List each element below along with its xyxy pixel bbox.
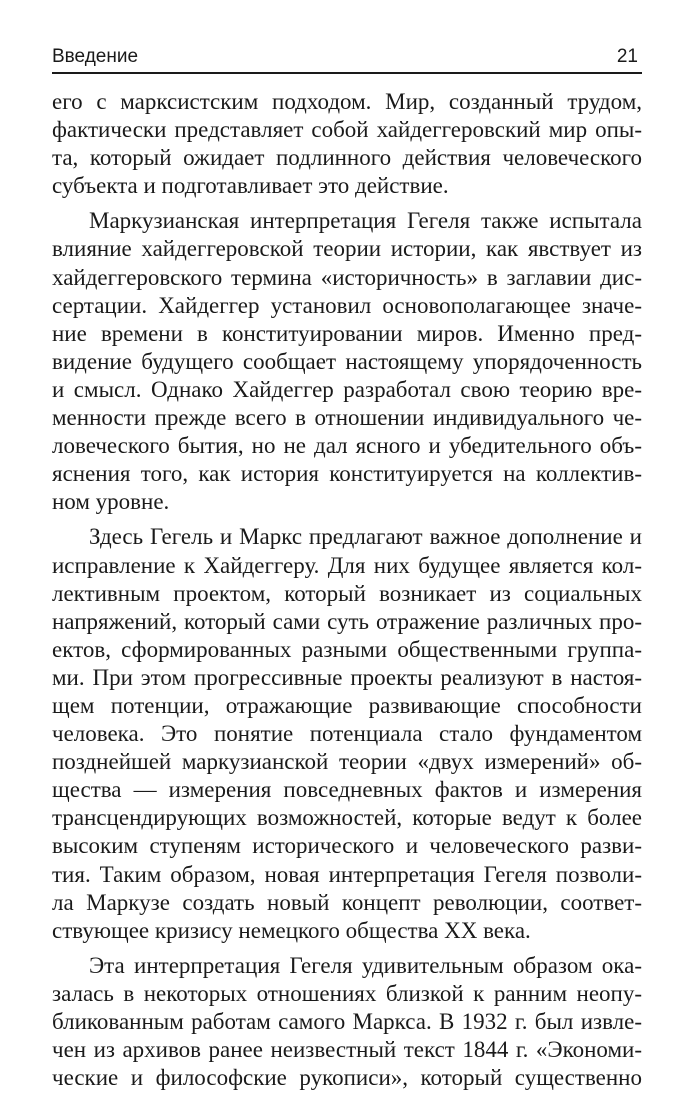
text-line: Эта интерпретация Гегеля удивительным образом ока- [89, 952, 642, 978]
text-line: Маркузианская интерпретация Гегеля также испытала [89, 208, 642, 234]
text-line: видение будущего сообщает настоящему упорядоченность [52, 348, 642, 374]
text-line: ловеческого бытия, но не дал ясного и убедительного объ- [52, 433, 642, 459]
text-line: залась в некоторых отношениях близкой к ранним неопу- [52, 980, 642, 1006]
text-line: щем потенции, отражающие развивающие способности [52, 692, 642, 718]
text-line: ектов, сформированных разными общественными группа- [52, 636, 642, 662]
text-line: напряжений, который сами суть отражение различных про- [52, 608, 642, 634]
text-line: человека. Это понятие потенциала стало фундаментом [52, 721, 642, 747]
text-line: сертации. Хайдеггер установил основополагающее значе- [52, 292, 642, 318]
paragraph [52, 523, 642, 944]
text-line: ми. При этом прогрессивные проекты реализуют в настоя- [52, 664, 642, 690]
text-line: трансцендирующих возможностей, которые ведут к более [52, 805, 642, 831]
paragraph [52, 88, 642, 200]
page-number: 21 [616, 46, 638, 67]
text-line: чен из архивов ранее неизвестный текст 1844 г. «Экономи- [52, 1037, 642, 1063]
text-line: ние времени в конституировании миров. Именно пред- [52, 320, 642, 346]
paragraph [52, 952, 642, 1092]
text-line: хайдеггеровского термина «историчность» в заглавии дис- [52, 264, 642, 290]
text-line: фактически представляет собой хайдеггеровский мир опы- [52, 117, 642, 143]
text-line: менности прежде всего в отношении индивидуального че- [52, 405, 642, 431]
section-title: Введение [52, 46, 139, 67]
text-line: ном уровне. [52, 489, 170, 515]
text-line: и смысл. Однако Хайдеггер разработал свою теорию вре- [52, 376, 642, 402]
text-line: субъекта и подготавливает это действие. [52, 173, 449, 199]
text-line: его с марксистским подходом. Мир, созданный трудом, [52, 89, 642, 114]
text-line: лективным проектом, который возникает из социальных [52, 580, 642, 606]
text-line: щества — измерения повседневных фактов и измерения [52, 777, 642, 803]
text-line: яснения того, как история конституируется на коллектив- [52, 461, 642, 487]
text-line: бликованным работам самого Маркса. В 1932 г. был извле- [52, 1009, 642, 1034]
body-text [52, 88, 642, 1092]
paragraph [52, 207, 642, 516]
text-line: ла Маркузе создать новый концепт революции, соответ- [52, 889, 642, 915]
text-line: влияние хайдеггеровской теории истории, как явствует из [52, 236, 642, 262]
text-line: та, который ожидает подлинного действия человеческого [52, 145, 642, 171]
text-line: высоким ступеням исторического и человеческого разви- [52, 833, 642, 859]
running-header [52, 42, 642, 74]
text-line: Здесь Гегель и Маркс предлагают важное дополнение и [89, 524, 642, 550]
text-line: позднейшей маркузианской теории «двух измерений» об- [52, 749, 642, 775]
text-line: ствующее кризису немецкого общества XX века. [52, 917, 531, 943]
text-line: ческие и философские рукописи», который существенно [52, 1065, 642, 1091]
text-line: тия. Таким образом, новая интерпретация Гегеля позволи- [52, 861, 642, 887]
text-line: исправление к Хайдеггеру. Для них будущее является кол- [52, 552, 642, 578]
